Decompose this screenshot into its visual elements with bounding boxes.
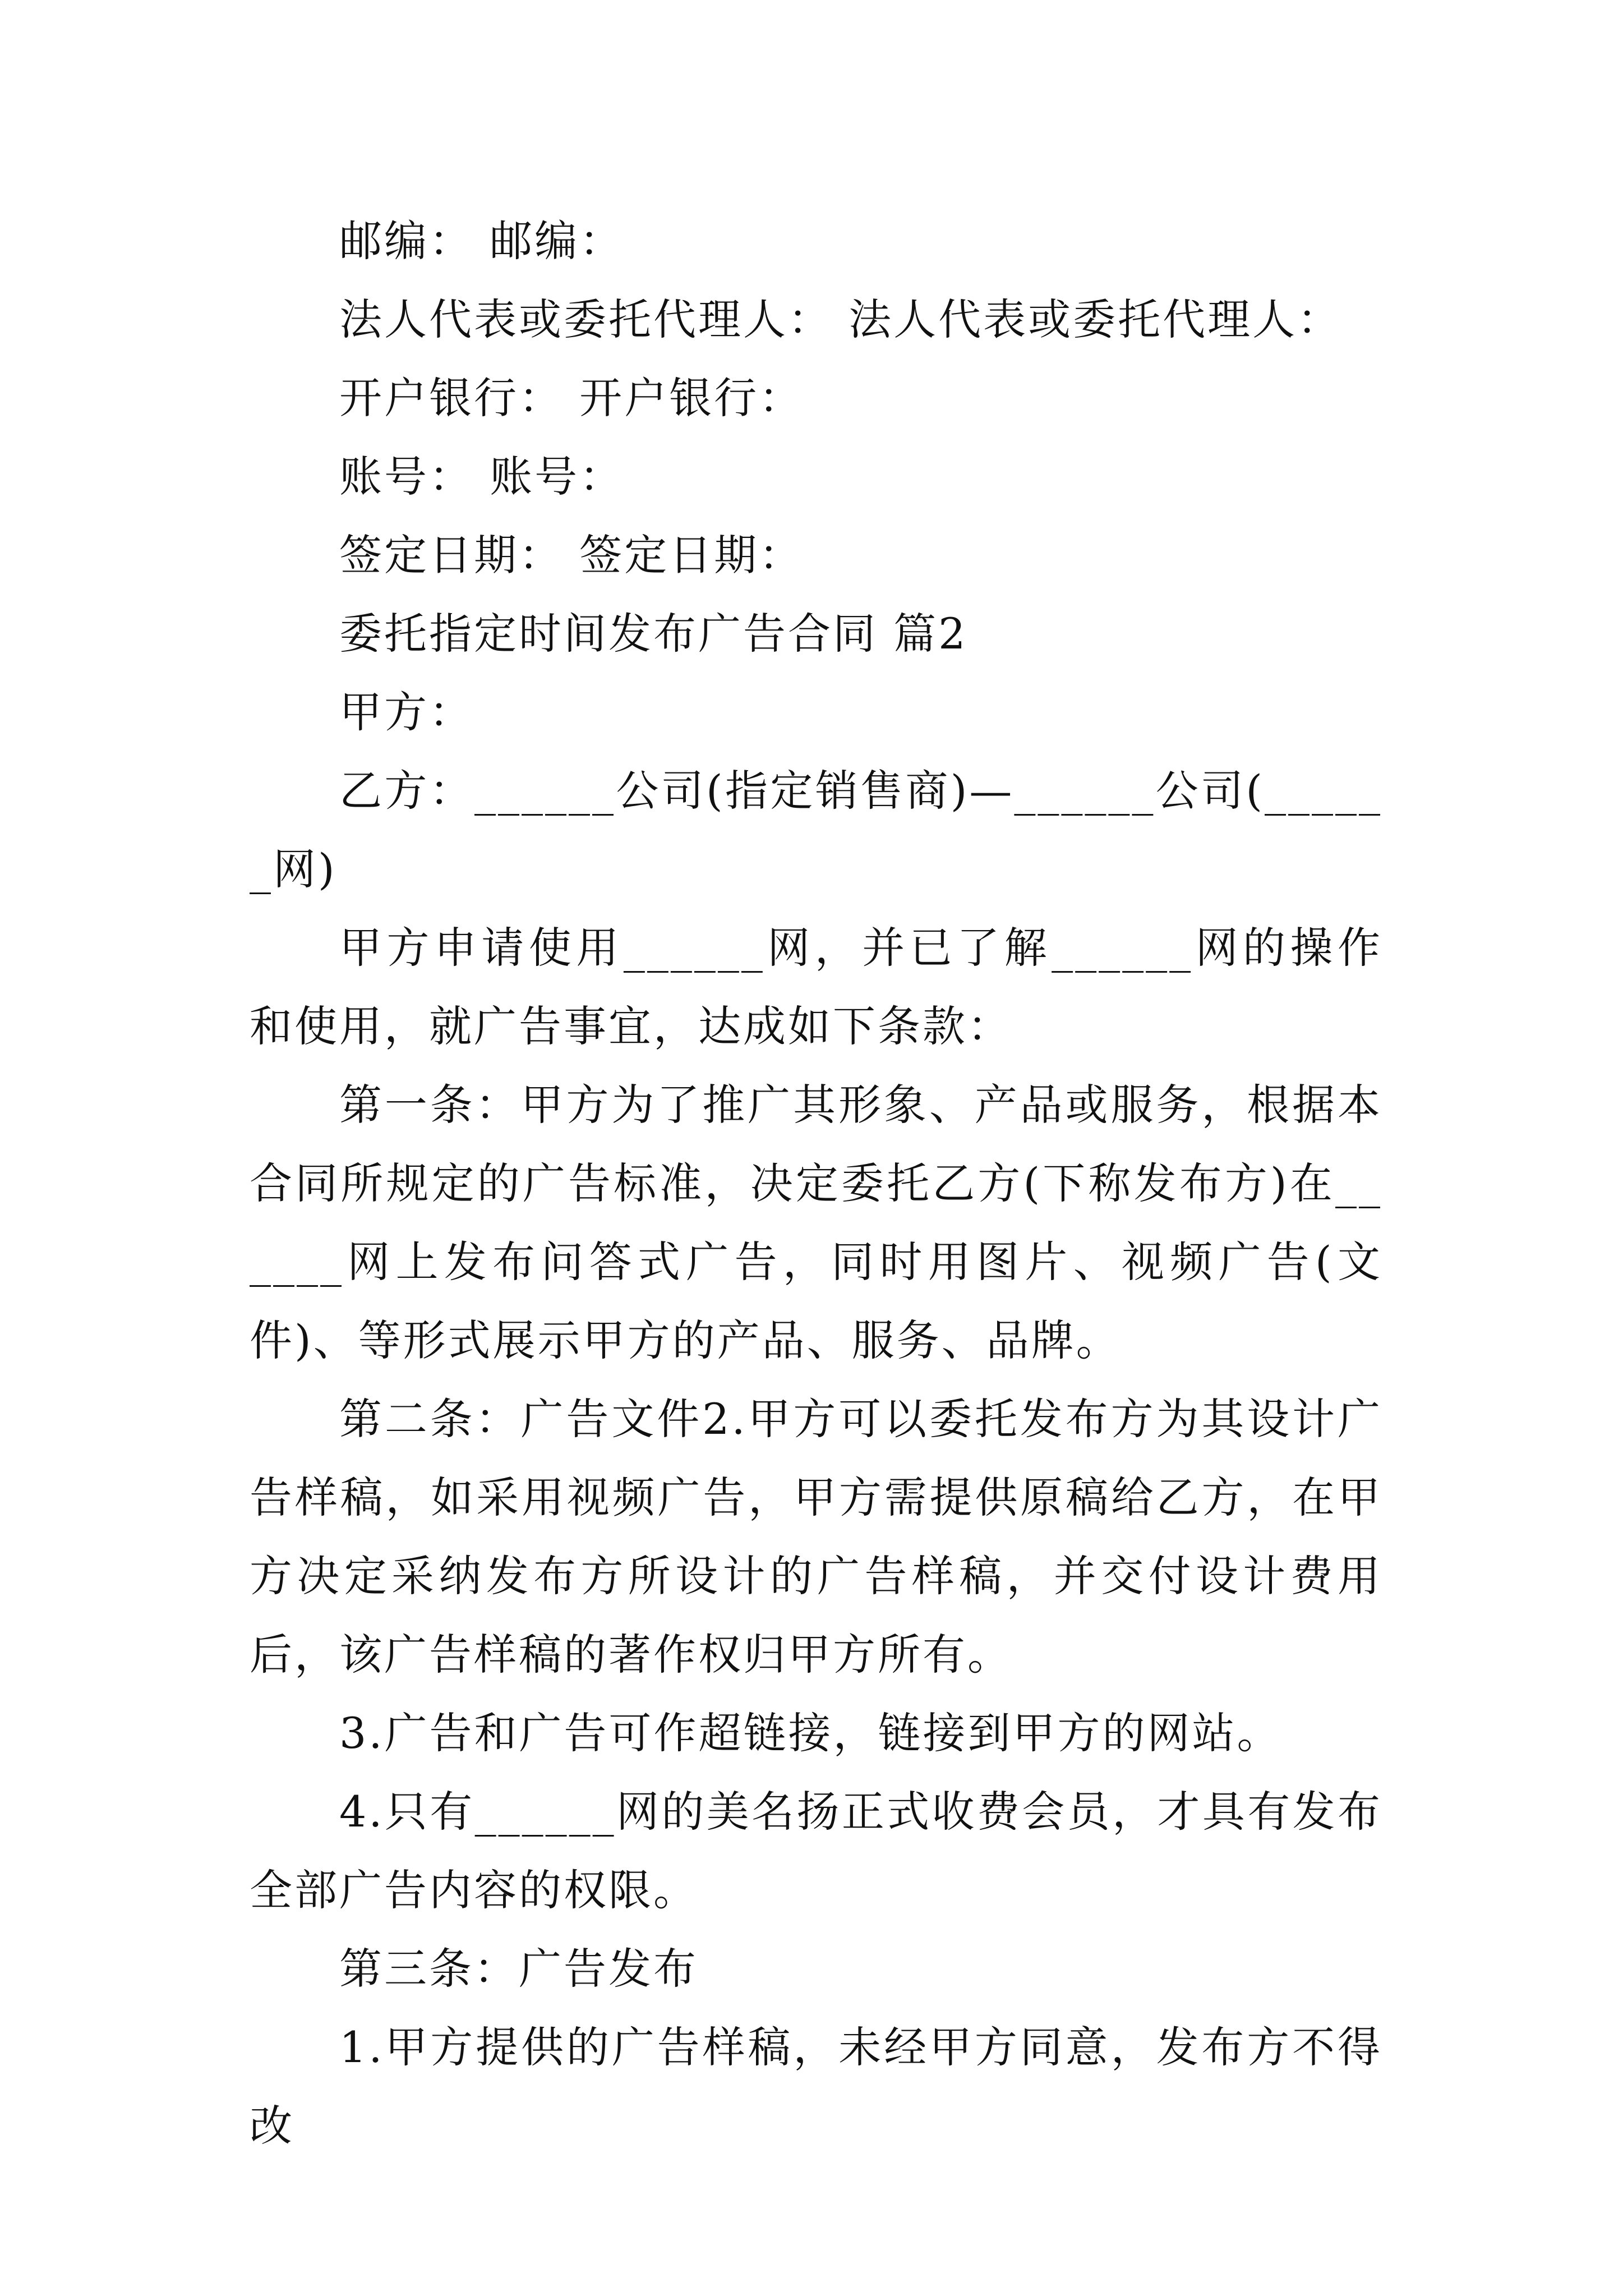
bank-line: 开户银行： 开户银行： (339, 373, 804, 423)
article-3-clause-1: 1.甲方提供的广告样稿，未经甲方同意，发布方不得改 (250, 2022, 1382, 2151)
contract-title: 委托指定时间发布广告合同 篇2 (339, 609, 968, 659)
party-a-line: 甲方： (339, 687, 474, 737)
document-body (250, 202, 1382, 2165)
clause-3-paragraph: 3.广告和广告可作超链接，链接到甲方的网站。 (339, 1708, 1282, 1758)
legal-representative-line: 法人代表或委托代理人： 法人代表或委托代理人： (339, 295, 1343, 344)
intro-paragraph: 甲方申请使用______网，并已了解______网的操作和使用，就广告事宜，达成如下条款： (250, 923, 1382, 1051)
article-2-paragraph: 第二条：广告文件2.甲方可以委托发布方为其设计广告样稿，如采用视频广告，甲方需提供原稿给乙方，在甲方决定采纳发布方所设计的广告样稿，并交付设计费用后，该广告样稿的著作权归甲方所有。 (250, 1394, 1382, 1680)
account-line: 账号： 账号： (339, 452, 625, 501)
article-3-heading: 第三条：广告发布 (339, 1944, 698, 1994)
clause-4-paragraph: 4.只有______网的美名扬正式收费会员，才具有发布全部广告内容的权限。 (250, 1787, 1382, 1915)
article-1-paragraph: 第一条：甲方为了推广其形象、产品或服务，根据本合同所规定的广告标准，决定委托乙方(下称发布方)在______网上发布问答式广告，同时用图片、视频广告(文件)、等形式展示甲方的产品、服务、品牌。 (250, 1080, 1382, 1365)
signing-date-line: 签定日期： 签定日期： (339, 530, 804, 580)
party-b-paragraph: 乙方：______公司(指定销售商)—______公司(______网) (250, 766, 1382, 894)
postcode-line: 邮编： 邮编： (339, 216, 625, 266)
